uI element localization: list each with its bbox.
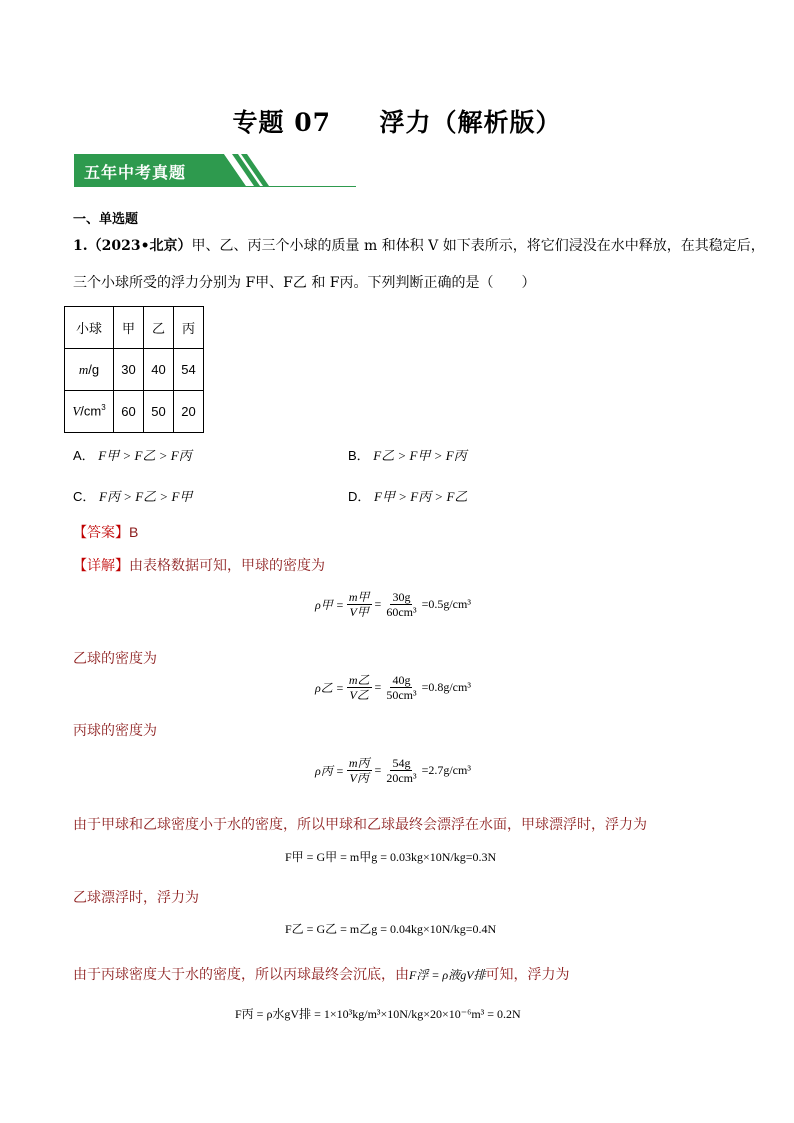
table-header-cell: 甲	[114, 307, 144, 349]
equation-density-jia: ρ甲 = $\frac{\text{m甲}}{\text{V甲}}$ = $\frac{30g}{\text{60cm³}}$ =0.5g/cm³	[315, 590, 471, 619]
table-cell: 60	[114, 391, 144, 433]
equation-density-yi: ρ乙 = $\frac{\text{m乙}}{\text{V乙}}$ = $\frac{40g}{\text{50cm³}}$ =0.8g/cm³	[315, 673, 471, 702]
question-text-2: 三个小球所受的浮力分别为 F甲、F乙 和 F丙。下列判断正确的是（ ）	[73, 275, 536, 291]
equation-buoyancy-jia: F甲 = G甲 = m甲g = 0.03kg×10N/kg=0.3N	[285, 850, 497, 864]
question-line-2	[73, 273, 536, 293]
table-header-row	[65, 307, 204, 349]
equation-buoyancy-bing: F丙 = ρ水gV排 = 1×10³kg/m³×10N/kg×20×10⁻⁶m³ = 0.2N	[235, 1007, 521, 1021]
table-cell: 40	[144, 349, 174, 391]
question-source: （2023•北京）	[87, 238, 192, 254]
option-c[interactable]: C． F丙 > F乙 > F甲	[73, 489, 193, 504]
detail-paragraph: 乙球漂浮时，浮力为	[73, 890, 199, 906]
equation-density-bing: ρ丙 = $\frac{\text{m丙}}{\text{V丙}}$ = $\frac{54g}{\text{20cm³}}$ =2.7g/cm³	[315, 756, 471, 785]
answer-tag: 【答案】	[73, 525, 129, 541]
table-cell: 54	[174, 349, 204, 391]
data-table	[64, 306, 204, 433]
option-a[interactable]: A． F甲 > F乙 > F丙	[73, 448, 192, 463]
page-title: 专题 07 浮力（解析版）	[232, 108, 562, 137]
detail-paragraph: 由于甲球和乙球密度小于水的密度，所以甲球和乙球最终会漂浮在水面，甲球漂浮时，浮力为	[73, 817, 647, 833]
table-row	[65, 391, 204, 433]
answer-value: B	[129, 524, 139, 540]
section-heading: 一、单选题	[73, 212, 139, 227]
question-number: 1.	[73, 238, 88, 254]
option-d[interactable]: D． F甲 > F丙 > F乙	[348, 489, 468, 504]
table-cell: 20	[174, 391, 204, 433]
table-header-cell: 丙	[174, 307, 204, 349]
option-b[interactable]: B． F乙 > F甲 > F丙	[348, 448, 467, 463]
table-row-label: m/g	[65, 349, 114, 391]
detail-paragraph: 由于丙球密度大于水的密度，所以丙球最终会沉底，由F浮 = ρ液gV排可知，浮力为	[73, 967, 570, 983]
table-row	[65, 349, 204, 391]
answer-line	[73, 522, 138, 542]
question-line-1	[73, 236, 765, 256]
table-cell: 30	[114, 349, 144, 391]
archimedes-formula: F浮 = ρ液gV排	[409, 968, 486, 982]
banner-label: 五年中考真题	[84, 163, 187, 182]
question-text-1: 甲、乙、丙三个小球的质量 m 和体积 V 如下表所示，将它们浸没在水中释放，在其稳定后，	[191, 238, 765, 254]
detail-intro: 【详解】由表格数据可知，甲球的密度为	[73, 558, 325, 574]
detail-paragraph: 乙球的密度为	[73, 651, 157, 667]
table-cell: 50	[144, 391, 174, 433]
table-header-cell: 小球	[65, 307, 114, 349]
detail-tag: 【详解】	[73, 558, 129, 574]
table-header-cell: 乙	[144, 307, 174, 349]
detail-paragraph: 丙球的密度为	[73, 723, 157, 739]
table-row-label: $V/cm^3$	[65, 391, 114, 433]
equation-buoyancy-yi: F乙 = G乙 = m乙g = 0.04kg×10N/kg=0.4N	[285, 922, 497, 936]
